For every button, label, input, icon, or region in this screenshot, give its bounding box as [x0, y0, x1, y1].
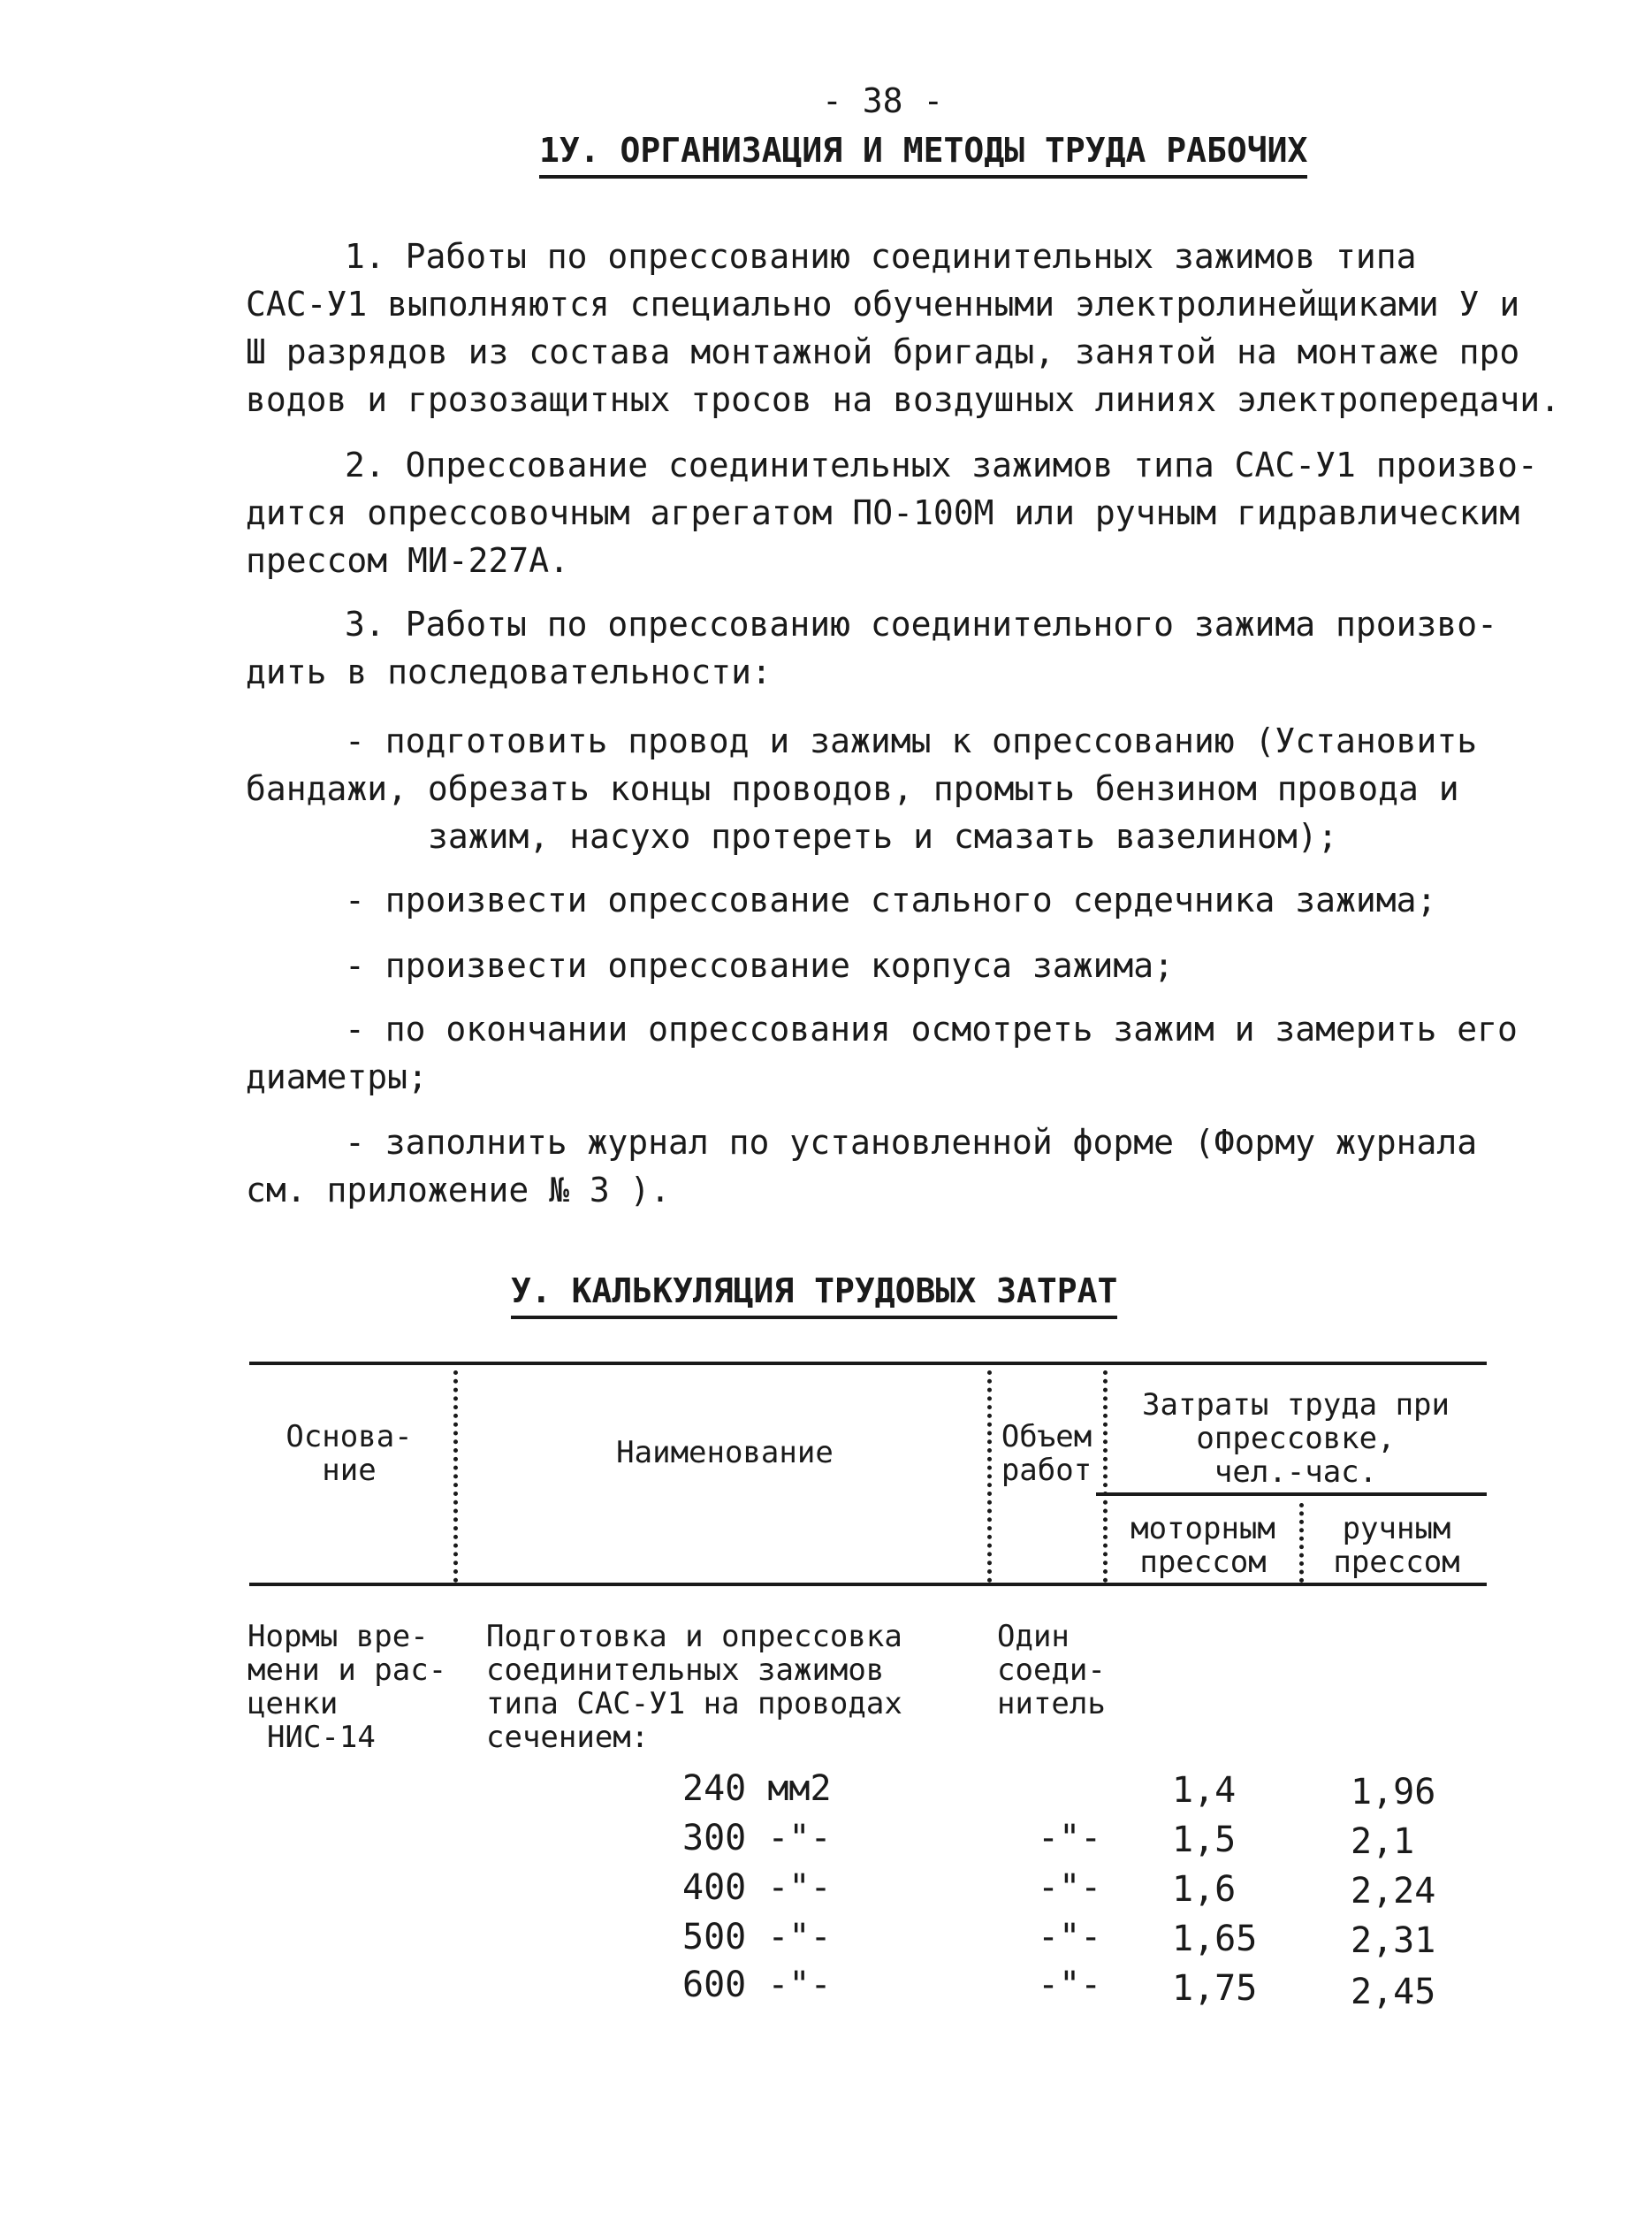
bullet-5-line-2: см. приложение № 3 ). [246, 1171, 671, 1210]
header-name: Наименование [616, 1435, 834, 1470]
row-manual: 2,1 [1351, 1821, 1415, 1862]
bullet-2: - произвести опрессование стального сердечника зажима; [345, 881, 1437, 920]
bullet-1-line-3: зажим, насухо протереть и смазать вазелином); [428, 817, 1338, 856]
bullet-4-line-2: диаметры; [246, 1057, 428, 1096]
row-volume: -"- [1038, 1917, 1102, 1957]
row-volume: -"- [1038, 1965, 1102, 2005]
paragraph-1-line-4: водов и грозозащитных тросов на воздушных линиях электропередачи. [246, 380, 1561, 419]
paragraph-2-line-3: прессом МИ-227А. [246, 541, 570, 580]
row-motor: 1,75 [1172, 1968, 1258, 2009]
row-motor: 1,6 [1172, 1869, 1237, 1910]
paragraph-3-line-1: 3. Работы по опрессованию соединительного зажима произво- [345, 605, 1498, 644]
bullet-1-line-1: - подготовить провод и зажимы к опрессованию (Установить [345, 721, 1478, 760]
col-sep-2 [987, 1370, 992, 1583]
row-section: 400 -"- [682, 1867, 832, 1908]
paragraph-1-line-1: 1. Работы по опрессованию соединительных зажимов типа [345, 237, 1417, 276]
row-section: 300 -"- [682, 1818, 832, 1858]
header-manual-press: ручным прессом [1333, 1511, 1460, 1580]
paragraph-3-line-2: дить в последовательности: [246, 652, 772, 691]
bullet-5-line-1: - заполнить журнал по установленной форме (Форму журнала [345, 1123, 1478, 1162]
col-sep-3 [1103, 1370, 1108, 1583]
row-section: 600 -"- [682, 1965, 832, 2005]
paragraph-1-line-3: Ш разрядов из состава монтажной бригады, занятой на монтаже про [246, 332, 1520, 371]
paragraph-1-line-2: САС-У1 выполняются специально обученными электролинейщиками У и [246, 285, 1520, 324]
name-cell: Подготовка и опрессовка соединительных зажимов типа САС-У1 на проводах сечением: [486, 1619, 902, 1755]
row-manual: 2,24 [1351, 1871, 1436, 1912]
header-motor-press: моторным прессом [1131, 1511, 1275, 1580]
section-5-title: У. КАЛЬКУЛЯЦИЯ ТРУДОВЫХ ЗАТРАТ [511, 1271, 1117, 1319]
header-volume: Объем работ [1001, 1419, 1092, 1488]
row-motor: 1,5 [1172, 1820, 1237, 1860]
header-basis: Основа- ние [285, 1419, 413, 1488]
header-labor-cost: Затраты труда при опрессовке, чел.-час. [1142, 1387, 1450, 1490]
paragraph-2-line-1: 2. Опрессование соединительных зажимов типа САС-У1 произво- [345, 446, 1538, 485]
row-manual: 2,45 [1351, 1972, 1436, 2012]
bullet-3: - произвести опрессование корпуса зажима; [345, 946, 1174, 985]
row-section: 240 мм2 [682, 1768, 832, 1809]
row-manual: 1,96 [1351, 1772, 1436, 1812]
paragraph-2-line-2: дится опрессовочным агрегатом ПО-100М или ручным гидравлическим [246, 493, 1520, 532]
col-sep-1 [453, 1370, 458, 1583]
row-motor: 1,65 [1172, 1919, 1258, 1959]
volume-cell: Один соеди- нитель [997, 1619, 1106, 1721]
page-number: - 38 - [822, 81, 944, 120]
row-motor: 1,4 [1172, 1770, 1237, 1811]
bullet-4-line-1: - по окончании опрессования осмотреть зажим и замерить его [345, 1010, 1518, 1049]
table-top-rule [249, 1362, 1487, 1365]
section-4-title: 1У. ОРГАНИЗАЦИЯ И МЕТОДЫ ТРУДА РАБОЧИХ [539, 131, 1307, 179]
row-volume: -"- [1038, 1818, 1102, 1858]
table-subheader-rule [1096, 1492, 1487, 1496]
basis-cell: Нормы вре- мени и рас- ценки НИС-14 [247, 1619, 447, 1755]
table-header-bottom-rule [249, 1583, 1487, 1586]
row-section: 500 -"- [682, 1917, 832, 1957]
row-volume: -"- [1038, 1867, 1102, 1908]
col-sep-4 [1299, 1503, 1304, 1583]
row-manual: 2,31 [1351, 1920, 1436, 1961]
bullet-1-line-2: бандажи, обрезать концы проводов, промыть бензином провода и [246, 769, 1459, 808]
